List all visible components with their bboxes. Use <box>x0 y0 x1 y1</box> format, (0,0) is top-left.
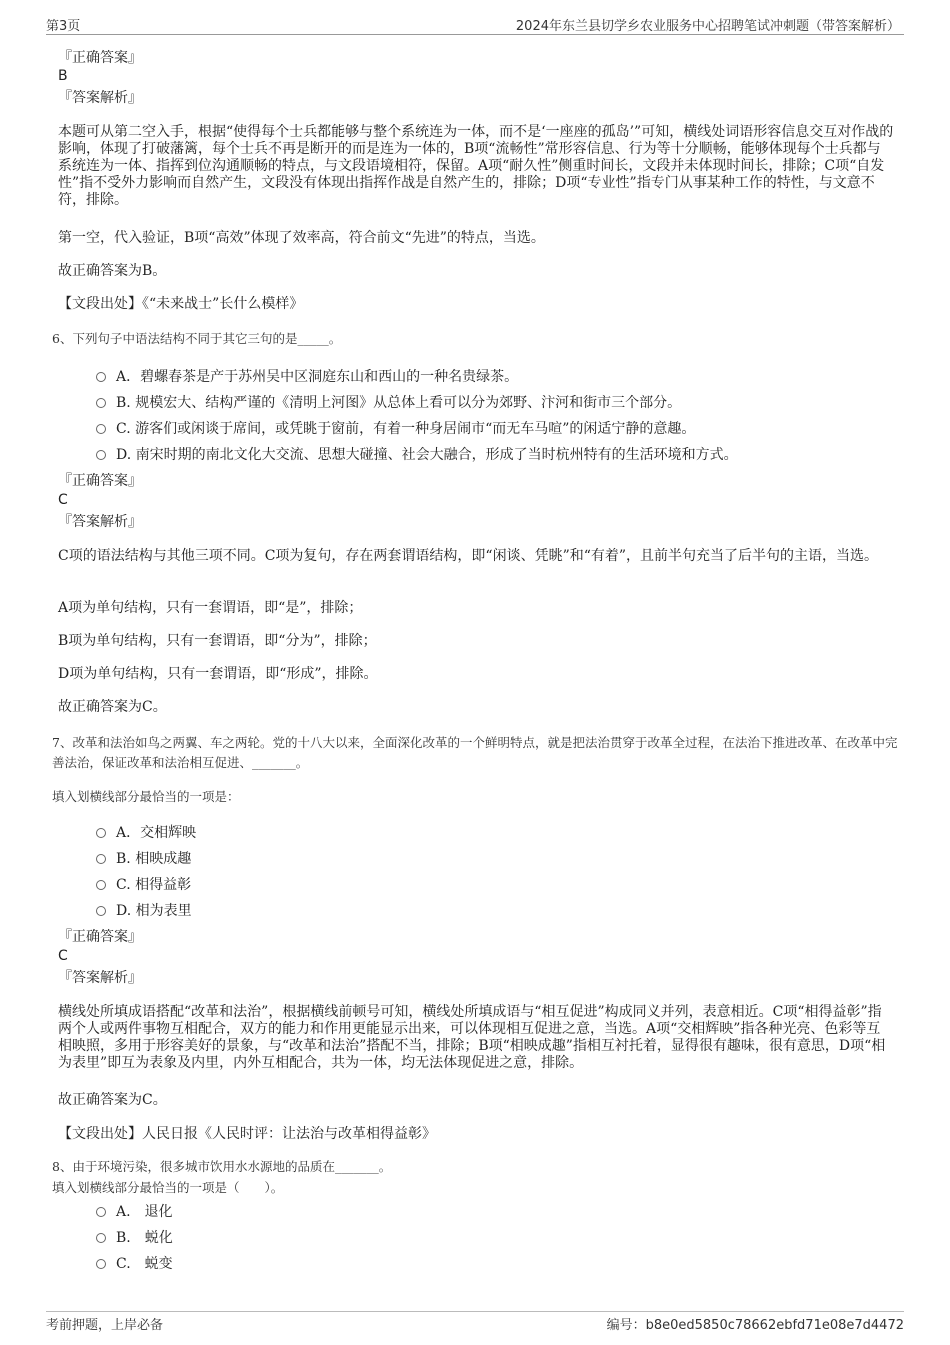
question-stem: 7、改革和法治如鸟之两翼、车之两轮。党的十八大以来，全面深化改革的一个鲜明特点，就是把法治贯穿于改革全过程，在法治下推进改革、在改革中完善法治，保证改革和法治相互促进、_______。 <box>52 735 898 770</box>
answer-label: 『正确答案』 <box>58 50 142 66</box>
question-instruction: 填入划横线部分最恰当的一项是（ ）。 <box>52 1180 284 1195</box>
radio-icon[interactable] <box>96 906 106 916</box>
radio-icon[interactable] <box>96 372 106 382</box>
answer-label: 『正确答案』 <box>58 473 142 489</box>
analysis-paragraph: D项为单句结构，只有一套谓语，即“形成”，排除。 <box>58 666 378 682</box>
radio-icon[interactable] <box>96 450 106 460</box>
question-stem: 6、下列句子中语法结构不同于其它三句的是_____。 <box>52 331 342 346</box>
radio-icon[interactable] <box>96 854 106 864</box>
document-title: 2024年东兰县切学乡农业服务中心招聘笔试冲刺题（带答案解析） <box>515 19 900 34</box>
source-citation: 【文段出处】《“未来战士”长什么模样》 <box>58 296 304 312</box>
option-d[interactable]: D. 南宋时期的南北文化大交流、思想大碰撞、社会大融合，形成了当时杭州特有的生活环境和方式。 <box>96 446 896 464</box>
analysis-paragraph: B项为单句结构，只有一套谓语，即“分为”，排除； <box>58 633 377 649</box>
option-b[interactable]: B. 规模宏大、结构严谨的《清明上河图》从总体上看可以分为郊野、汴河和街市三个部分。 <box>96 394 896 412</box>
option-c[interactable]: C. 蜕变 <box>96 1255 896 1273</box>
option-d[interactable]: D. 相为表里 <box>96 902 896 920</box>
option-a[interactable]: A．碧螺春茶是产于苏州吴中区洞庭东山和西山的一种名贵绿茶。 <box>96 368 896 386</box>
analysis-paragraph: 第一空，代入验证，B项“高效”体现了效率高，符合前文“先进”的特点，当选。 <box>58 230 545 246</box>
footer-slogan: 考前押题，上岸必备 <box>46 1318 164 1333</box>
radio-icon[interactable] <box>96 1207 106 1217</box>
answer-value: C <box>58 492 68 508</box>
option-c[interactable]: C. 游客们或闲谈于席间，或凭眺于窗前，有着一种身居闹市“而无车马喧”的闲适宁静的意趣。 <box>96 420 896 438</box>
radio-icon[interactable] <box>96 398 106 408</box>
option-a[interactable]: A. 退化 <box>96 1203 896 1221</box>
answer-value: C <box>58 948 68 964</box>
analysis-paragraph: C项的语法结构与其他三项不同。C项为复句，存在两套谓语结构，即“闲谈、凭眺”和“有着”，且前半句充当了后半句的主语，当选。 <box>58 548 879 564</box>
option-a[interactable]: A．交相辉映 <box>96 824 896 842</box>
answer-value: B <box>58 68 68 84</box>
page-header <box>46 14 904 35</box>
analysis-conclusion: 故正确答案为B。 <box>58 263 167 279</box>
analysis-conclusion: 故正确答案为C。 <box>58 1092 167 1108</box>
radio-icon[interactable] <box>96 1259 106 1269</box>
question-stem: 8、由于环境污染，很多城市饮用水水源地的品质在_______。 <box>52 1159 392 1174</box>
analysis-conclusion: 故正确答案为C。 <box>58 699 167 715</box>
analysis-label: 『答案解析』 <box>58 90 142 106</box>
radio-icon[interactable] <box>96 1233 106 1243</box>
analysis-label: 『答案解析』 <box>58 970 142 986</box>
analysis-paragraph: 本题可从第二空入手，根据“使得每个士兵都能够与整个系统连为一体，而不是‘一座座的孤岛’”可知，横线处词语形容信息交互对作战的影响，体现了打破藩篱，每个士兵不再是断开的而是连为一体的，B项“流畅性”常形容信息、行为等十分顺畅，能够体现每个士兵都与系统连为一体、指挥到位沟通顺畅的特点，与文段语境相符，保留。A项“耐久性”侧重时间长，文段并未体现时间长，排除；C项“自发性”指不受外力影响而自然产生，文段没有体现出指挥作战是自然产生的，排除；D项“专业性”指专门从事某种工作的特性，与文意不符，排除。 <box>58 124 894 208</box>
option-b[interactable]: B. 蜕化 <box>96 1229 896 1247</box>
analysis-label: 『答案解析』 <box>58 514 142 530</box>
document-code: 编号：b8e0ed5850c78662ebfd71e08e7d4472 <box>606 1318 904 1333</box>
radio-icon[interactable] <box>96 880 106 890</box>
option-b[interactable]: B. 相映成趣 <box>96 850 896 868</box>
question-instruction: 填入划横线部分最恰当的一项是： <box>52 789 240 804</box>
radio-icon[interactable] <box>96 828 106 838</box>
option-c[interactable]: C. 相得益彰 <box>96 876 896 894</box>
analysis-paragraph: A项为单句结构，只有一套谓语，即“是”，排除； <box>58 600 363 616</box>
page-number: 第3页 <box>46 19 81 34</box>
source-citation: 【文段出处】人民日报《人民时评：让法治与改革相得益彰》 <box>58 1126 436 1142</box>
analysis-paragraph: 横线处所填成语搭配“改革和法治”，根据横线前顿号可知，横线处所填成语与“相互促进”构成同义并列，表意相近。C项“相得益彰”指两个人或两件事物互相配合，双方的能力和作用更能显示出来，可以体现相互促进之意，当选。A项“交相辉映”指各种光亮、色彩等互相映照，多用于形容美好的景象，与“改革和法治”搭配不当，排除；B项“相映成趣”指相互衬托着，显得很有趣味，很有意思，D项“相为表里”即互为表象及内里，内外互相配合，共为一体，均无法体现促进之意，排除。 <box>58 1004 886 1071</box>
answer-label: 『正确答案』 <box>58 929 142 945</box>
page-footer <box>46 1311 904 1332</box>
radio-icon[interactable] <box>96 424 106 434</box>
